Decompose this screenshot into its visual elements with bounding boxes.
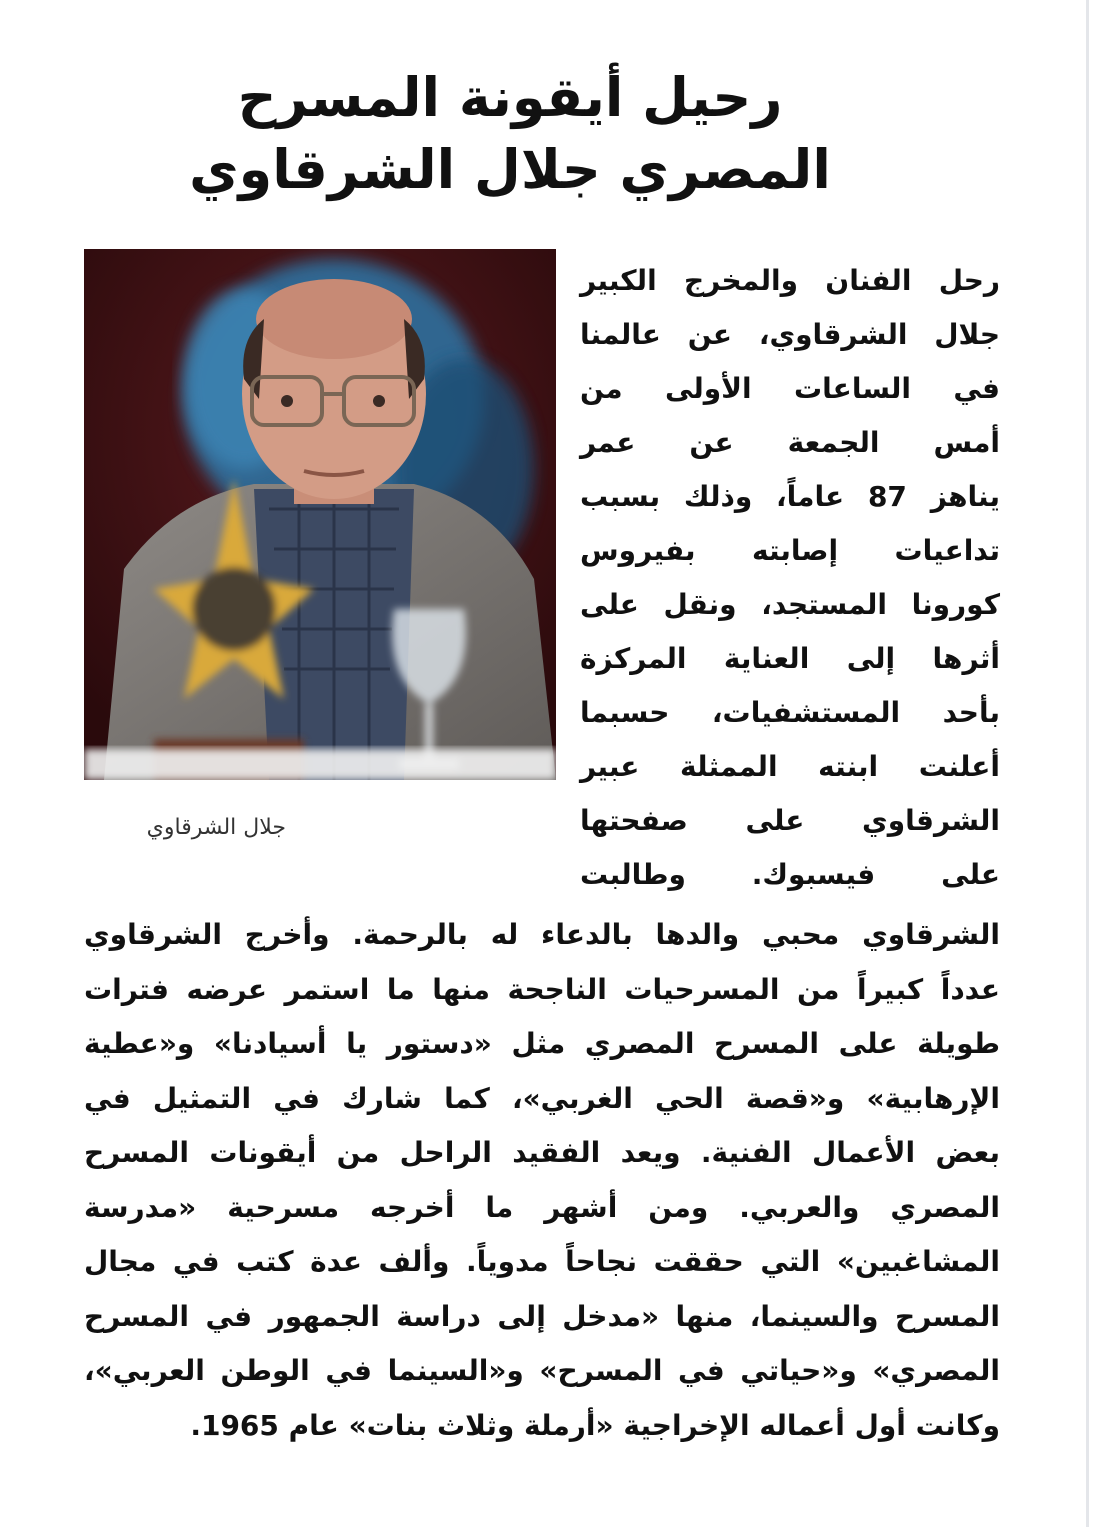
text-line: الشرقاوي على صفحتها bbox=[580, 804, 1000, 837]
text-line: جلال الشرقاوي، عن عالمنا bbox=[580, 318, 1000, 351]
text-line: طويلة على المسرح المصري مثل «دستور يا أسيادنا» و«عطية bbox=[84, 1027, 1000, 1060]
text-line: بأحد المستشفيات، حسبما bbox=[580, 696, 1000, 729]
article-photo bbox=[84, 249, 556, 780]
text-line: أمس الجمعة عن عمر bbox=[580, 426, 1000, 459]
text-line: الشرقاوي محبي والدها بالدعاء له بالرحمة. وأخرج الشرقاوي bbox=[84, 918, 1000, 951]
text-line: أثرها إلى العناية المركزة bbox=[580, 642, 1000, 675]
text-line: يناهز 87 عاماً، وذلك بسبب bbox=[580, 480, 1000, 513]
text-line: في الساعات الأولى من bbox=[580, 372, 1000, 405]
page-edge-rule bbox=[1086, 0, 1089, 1527]
text-line: أعلنت ابنته الممثلة عبير bbox=[580, 750, 1000, 783]
text-line: المشاغبين» التي حققت نجاحاً مدوياً. وألف عدة كتب في مجال bbox=[84, 1245, 1000, 1278]
article-headline bbox=[90, 62, 930, 206]
text-line: المسرح والسينما، منها «مدخل إلى دراسة الجمهور في المسرح bbox=[84, 1299, 1000, 1333]
text-line: عدداً كبيراً من المسرحيات الناجحة منها ما استمر عرضه فترات bbox=[84, 972, 1000, 1006]
headline-line-2: المصري جلال الشرقاوي bbox=[189, 138, 831, 201]
text-line: تداعيات إصابته بفيروس bbox=[580, 534, 1000, 567]
portrait-illustration bbox=[84, 249, 556, 780]
text-line: المصري» و«حياتي في المسرح» و«السينما في الوطن العربي»، bbox=[84, 1354, 1000, 1387]
article-body-text bbox=[84, 908, 1000, 1453]
photo-caption: جلال الشرقاوي bbox=[146, 815, 286, 840]
text-line: المصري والعربي. ومن أشهر ما أخرجه مسرحية «مدرسة bbox=[84, 1190, 1000, 1224]
text-line: الإرهابية» و«قصة الحي الغربي»، كما شارك في التمثيل في bbox=[84, 1081, 1000, 1115]
text-line: كورونا المستجد، ونقل على bbox=[580, 588, 1000, 621]
headline-line-1: رحيل أيقونة المسرح bbox=[237, 66, 783, 129]
text-line: على فيسبوك. وطالبت bbox=[580, 858, 1000, 891]
text-line: بعض الأعمال الفنية. ويعد الفقيد الراحل من أيقونات المسرح bbox=[84, 1136, 1000, 1169]
article-column-text bbox=[580, 254, 1000, 902]
text-line: وكانت أول أعماله الإخراجية «أرملة وثلاث بنات» عام 1965. bbox=[190, 1408, 1000, 1442]
text-line: رحل الفنان والمخرج الكبير bbox=[580, 264, 1000, 297]
